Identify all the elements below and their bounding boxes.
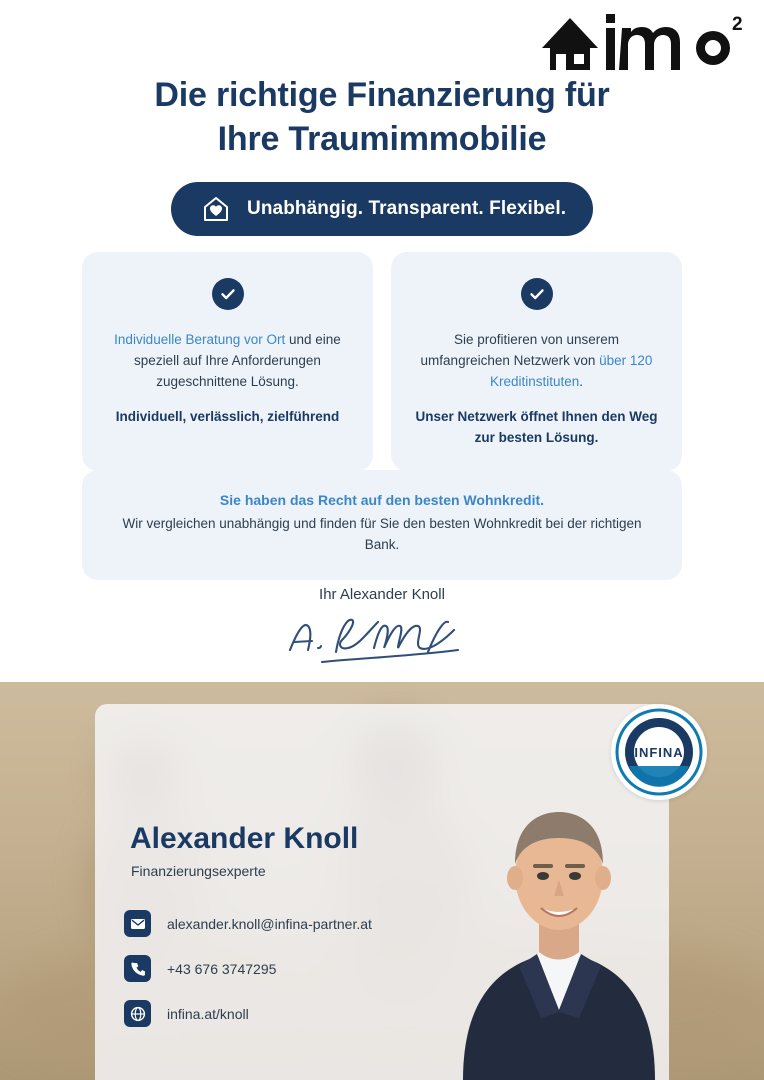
benefit-card-right bbox=[391, 252, 682, 471]
handwritten-signature bbox=[282, 608, 492, 670]
benefit-card-right-body bbox=[415, 330, 658, 393]
check-circle-icon bbox=[521, 278, 553, 310]
benefit-right-accent: über 120 Kreditinstituten bbox=[489, 352, 653, 389]
benefit-cards bbox=[82, 252, 682, 471]
contact-email-value[interactable]: alexander.knoll@infina-partner.at bbox=[167, 915, 372, 932]
contact-footer bbox=[0, 682, 764, 1080]
signature-name: Ihr Alexander Knoll bbox=[319, 586, 445, 603]
contact-website-value[interactable]: infina.at/knoll bbox=[167, 1005, 249, 1022]
svg-text:INFINA: INFINA bbox=[634, 745, 684, 760]
claim-text: Unabhängig. Transparent. Flexibel. bbox=[247, 198, 567, 219]
benefit-right-lead: Sie profitieren von unserem umfangreichen Netzwerk von bbox=[420, 332, 620, 368]
check-circle-icon bbox=[212, 278, 244, 310]
headline-line-1: Die richtige Finanzierung für bbox=[154, 76, 610, 114]
agent-name: Alexander Knoll bbox=[130, 822, 359, 855]
immo2-logo bbox=[536, 8, 746, 80]
phone-icon bbox=[124, 955, 151, 982]
house-heart-icon bbox=[199, 192, 233, 226]
benefit-left-rest: und eine speziell auf Ihre Anforderungen zugeschnittene Lösung. bbox=[134, 332, 341, 389]
mail-icon bbox=[124, 910, 151, 937]
rights-banner-text: Wir vergleichen unabhängig und finden für Sie den besten Wohnkredit bei der richtigen Bank. bbox=[122, 516, 642, 552]
benefit-card-left bbox=[82, 252, 373, 471]
rights-banner bbox=[82, 470, 682, 580]
contact-row-email[interactable] bbox=[124, 910, 372, 937]
agent-portrait bbox=[441, 760, 676, 1080]
benefit-left-bold: Individuell, verlässlich, zielführend bbox=[115, 408, 340, 424]
rights-banner-headline: Sie haben das Recht auf den besten Wohnkredit. bbox=[219, 492, 545, 508]
claim-banner bbox=[171, 182, 593, 236]
contact-row-phone[interactable] bbox=[124, 955, 372, 982]
benefit-right-bold: Unser Netzwerk öffnet Ihnen den Weg zur besten Lösung. bbox=[415, 408, 658, 445]
contact-list bbox=[124, 910, 372, 1027]
agent-role: Finanzierungsexperte bbox=[131, 863, 266, 879]
page-title bbox=[0, 74, 764, 161]
benefit-right-tail: . bbox=[579, 373, 584, 389]
contact-row-website[interactable] bbox=[124, 1000, 372, 1027]
headline-line-2: Ihre Traumimmobilie bbox=[217, 119, 547, 158]
globe-icon bbox=[124, 1000, 151, 1027]
benefit-card-left-body bbox=[106, 330, 349, 393]
contact-phone-value[interactable]: +43 676 3747295 bbox=[167, 960, 277, 977]
benefit-left-accent: Individuelle Beratung vor Ort bbox=[114, 332, 286, 347]
svg-text:2: 2 bbox=[732, 14, 743, 35]
